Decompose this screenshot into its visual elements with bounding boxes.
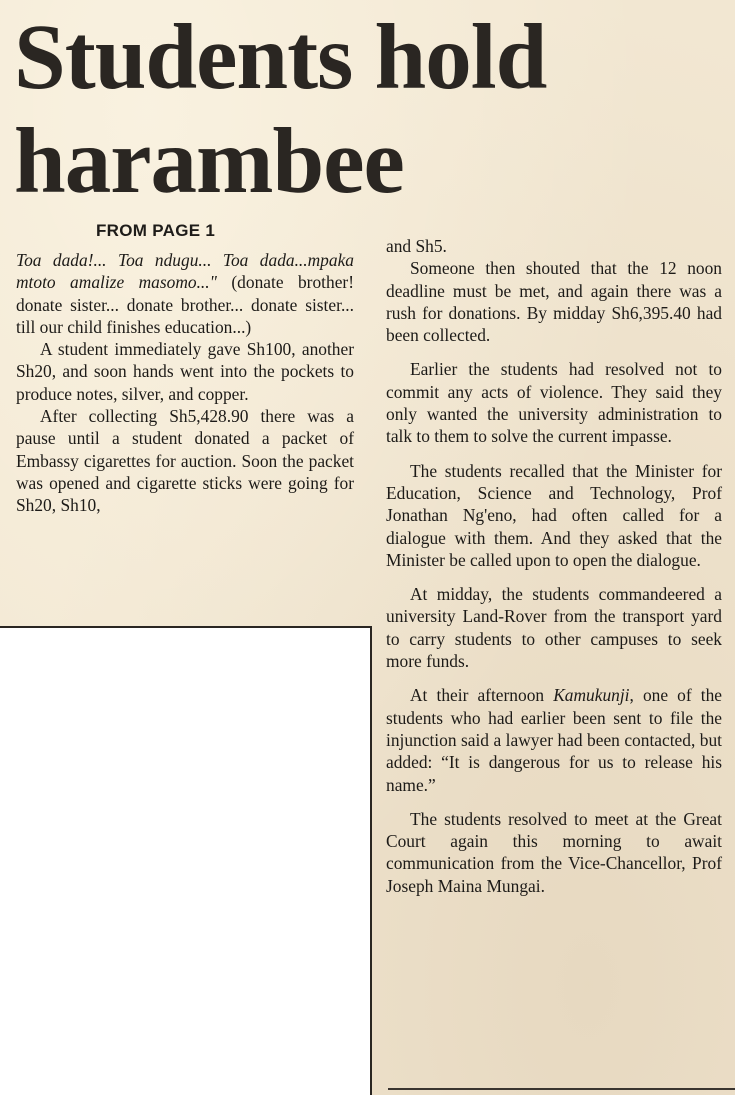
paragraph: The students recalled that the Minister for Education, Science and Technology, Prof Jonathan Ng'eno, had often called for a dialogue with them. And they asked that the Minister be called upon to open the dialogue. xyxy=(386,460,722,570)
paragraph: After collecting Sh5,428.90 there was a pause until a student donated a packet of Embassy cigarettes for auction. Soon the packet was opened and cigarette sticks were going for Sh20, Sh10, xyxy=(16,406,354,516)
quote-translation: (donate brother! donate sister... donate brother... donate sister... till our child finishes education...) xyxy=(16,272,354,337)
text-run: , one of the students who had earlier been sent to file the injunction said a lawyer had been contacted, but added: “It is dangerous for us to release his name.” xyxy=(386,685,722,795)
divider-bottom xyxy=(388,1088,735,1090)
divider-vertical xyxy=(370,626,372,1095)
paragraph xyxy=(386,684,722,795)
text-run: At their afternoon xyxy=(410,685,554,706)
paragraph xyxy=(16,249,354,338)
kamukunji-term: Kamukunji xyxy=(553,685,630,706)
article-column-2 xyxy=(386,235,722,897)
paragraph: Someone then shouted that the 12 noon deadline must be met, and again there was a rush for donations. By midday Sh6,395.40 had been collected. xyxy=(386,258,722,346)
paragraph: A student immediately gave Sh100, another Sh20, and soon hands went into the pockets to produce notes, silver, and copper. xyxy=(16,339,354,404)
paragraph: The students resolved to meet at the Great Court again this morning to await communication from the Vice-Chancellor, Prof Joseph Maina Mungai. xyxy=(386,808,722,896)
headline-line-2: harambee xyxy=(14,110,404,213)
continuation-label: FROM PAGE 1 xyxy=(96,221,216,240)
paragraph: and Sh5. xyxy=(386,236,447,256)
swahili-quote: Toa dada!... Toa ndugu... Toa dada...mpaka mtoto amalize masomo..." xyxy=(16,250,354,293)
article-column-1 xyxy=(16,249,354,517)
paragraph: Earlier the students had resolved not to commit any acts of violence. They said they only wanted the university administration to talk to them to solve the current impasse. xyxy=(386,359,722,447)
headline xyxy=(14,6,546,214)
blank-area xyxy=(0,628,370,1095)
headline-line-1: Students hold xyxy=(14,6,547,109)
paragraph: At midday, the students commandeered a university Land-Rover from the transport yard to carry students to other campuses to seek more funds. xyxy=(386,584,722,672)
divider-horizontal xyxy=(0,626,372,628)
